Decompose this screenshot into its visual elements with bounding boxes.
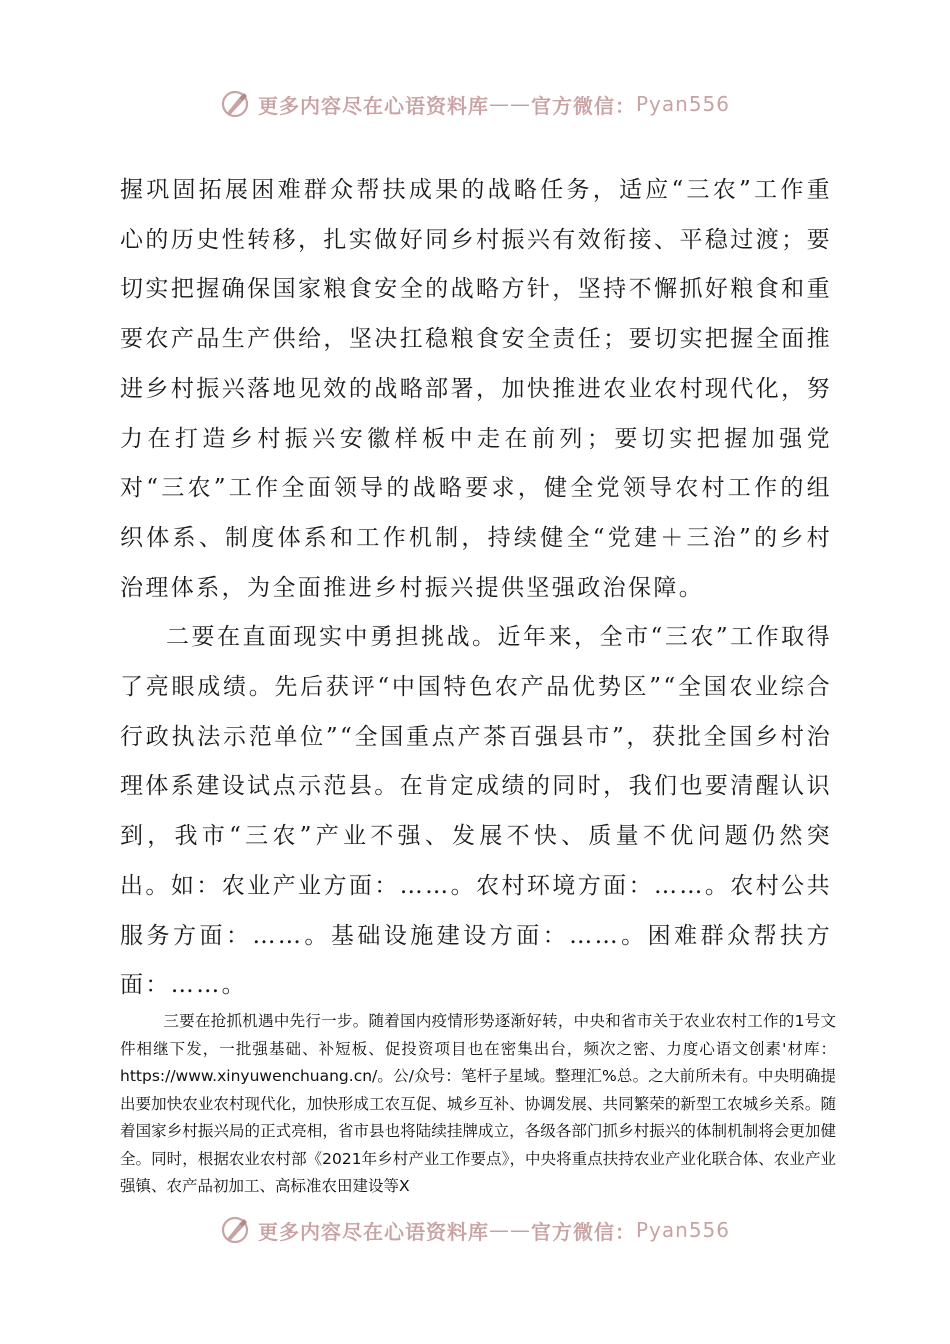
pen-nib-circle-icon: [220, 89, 250, 119]
watermark-label: 官方微信：: [530, 1219, 636, 1244]
footer-watermark: [0, 1210, 950, 1250]
body-paragraph: 握巩固拓展困难群众帮扶成果的战略任务，适应“三农”工作重心的历史性转移，扎实做好同乡村振兴有效衔接、平稳过渡；要切实把握确保国家粮食安全的战略方针，坚持不懈抓好粮食和重要农产品生产供给，坚决扛稳粮食安全责任；要切实把握全面推进乡村振兴落地见效的战略部署，加快推进农业农村现代化，努力在打造乡村振兴安徽样板中走在前列；要切实把握加强党对“三农”工作全面领导的战略要求，健全党领导农村工作的组织体系、制度体系和工作机制，持续健全“党建＋三治”的乡村治理体系，为全面推进乡村振兴提供坚强政治保障。: [120, 177, 832, 601]
document-body: [120, 166, 832, 1011]
watermark-wechat-id: Pyan556: [635, 1218, 730, 1242]
watermark-wechat-id: Pyan556: [635, 92, 730, 116]
small-paragraph: 三要在抢抓机遇中先行一步。随着国内疫情形势逐渐好转，中央和省市关于农业农村工作的1号文件相继下发，一批强基础、补短板、促投资项目也在密集出台，频次之密、力度心语文创素'材库：https://www.xinyuwenchuang.cn/。公/众号：笔杆子星域。整理汇%总。之大前所未有。中央明确提出要加快农业农村现代化，加快形成工农互促、城乡互补、协调发展、共同繁荣的新型工农城乡关系。随着国家乡村振兴局的正式亮相，省市县也将陆续挂牌成立，各级各部门抓乡村振兴的体制机制将会更加健全。同时，根据农业农村部《2021年乡村产业工作要点》，中央将重点扶持农业产业化联合体、农业产业强镇、农产品初加工、高标准农田建设等X: [120, 1012, 836, 1195]
body-paragraph: 二要在直面现实中勇担挑战。近年来，全市“三农”工作取得了亮眼成绩。先后获评“中国特色农产品优势区”“全国农业综合行政执法示范单位”“全国重点产茶百强县市”，获批全国乡村治理体系建设试点示范县。在肯定成绩的同时，我们也要清醒认识到，我市“三农”产业不强、发展不快、质量不优问题仍然突出。如：农业产业方面：……。农村环境方面：……。农村公共服务方面：……。基础设施建设方面：……。困难群众帮扶方面：……。: [120, 624, 832, 999]
watermark-text: 更多内容尽在心语资料库: [257, 93, 489, 118]
watermark-separator: ——: [488, 1218, 531, 1242]
header-watermark: [0, 84, 950, 124]
watermark-separator: ——: [488, 92, 531, 116]
watermark-text: 更多内容尽在心语资料库: [257, 1219, 489, 1244]
small-text-block: [120, 1008, 836, 1201]
pen-nib-circle-icon: [220, 1215, 250, 1245]
watermark-label: 官方微信：: [530, 93, 636, 118]
